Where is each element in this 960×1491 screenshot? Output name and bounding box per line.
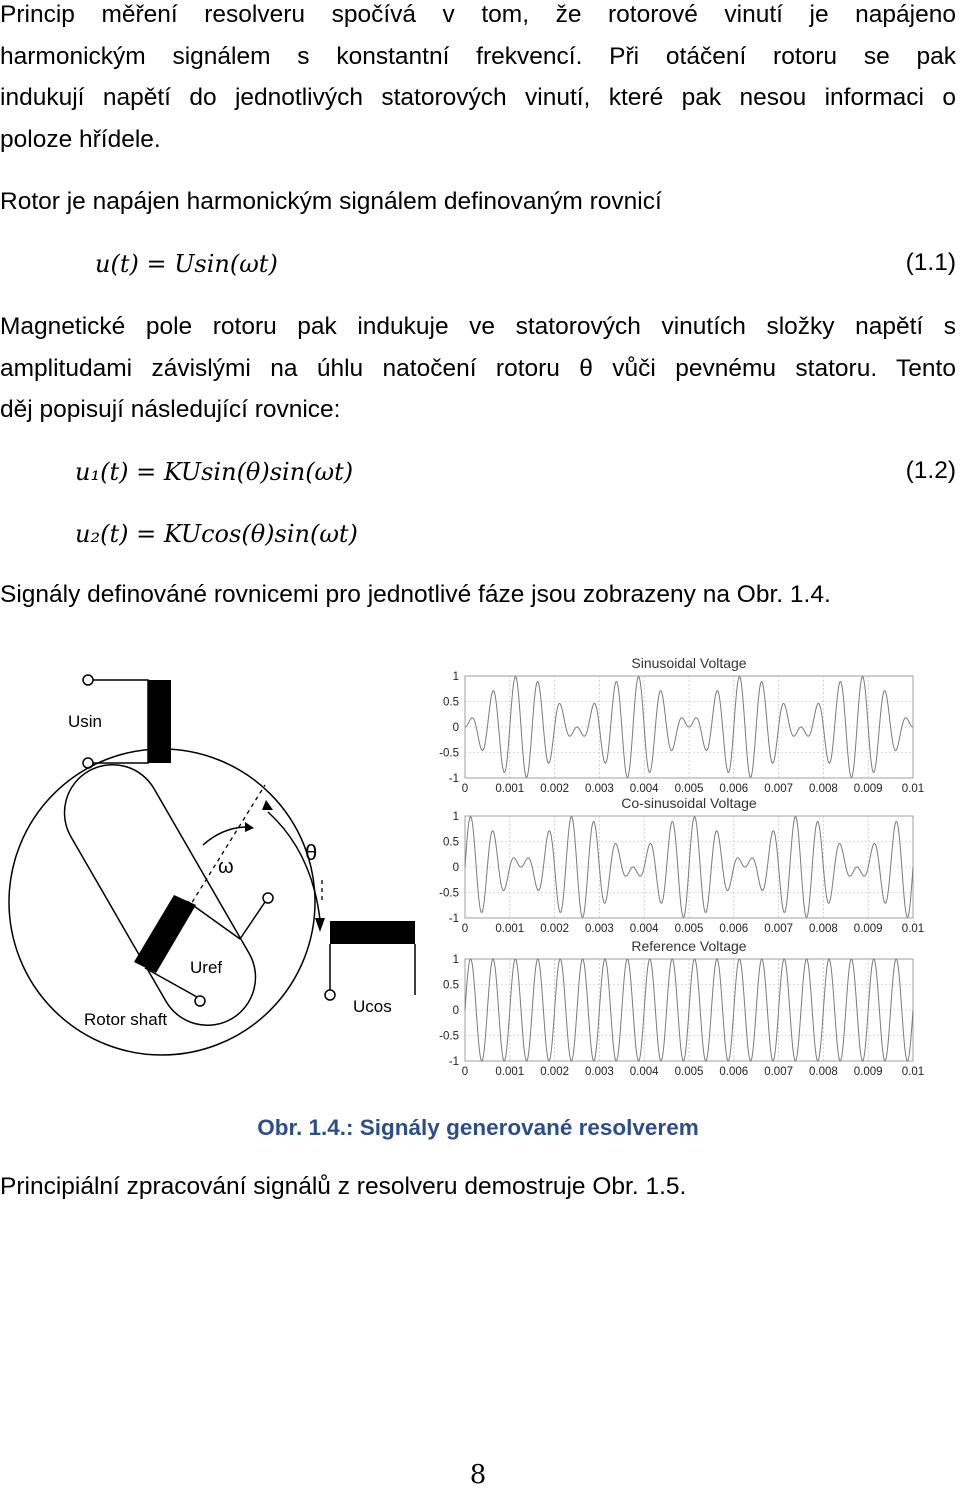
x-tick-label: 0.003 [585,1066,614,1078]
x-tick-label: 0.001 [495,1066,525,1078]
text-line: harmonickým signálem s konstantní frekvencí. Při otáčení rotoru se pak [0,42,956,70]
y-tick-label: 0.5 [443,836,459,849]
paragraph-processing [0,1166,956,1208]
signal-charts [420,648,940,1078]
x-tick-label: 0.008 [809,783,838,795]
y-tick-label: 0 [452,862,459,874]
y-tick-label: -1 [448,1056,459,1068]
y-tick-label: 1 [452,671,459,683]
x-tick-label: 0.004 [629,1066,659,1078]
x-tick-label: 0.009 [853,923,883,935]
text-line: amplitudami závislými na úhlu natočení rotoru θ vůči pevnému statoru. Tento [0,354,956,382]
text-line: Rotor je napájen harmonickým signálem definovaným rovnicí [0,188,662,215]
x-tick-label: 0.002 [540,1066,569,1078]
x-tick-label: 0.004 [629,923,659,935]
text-line: Magnetické pole rotoru pak indukuje ve statorových vinutích složky napětí s [0,313,956,340]
x-tick-label: 0.005 [674,1066,704,1078]
x-tick-label: 0 [461,1066,469,1078]
omega-arrow [203,827,245,845]
chart-title: Co-sinusoidal Voltage [621,795,757,811]
x-tick-label: 0.01 [901,783,925,795]
label-usin: Usin [68,712,103,731]
label-omega: ω [218,856,234,878]
x-tick-label: 0.006 [719,783,749,795]
equation-number: (1.1) [905,249,956,276]
x-tick-label: 0.01 [901,923,925,935]
x-tick-label: 0.009 [853,1066,883,1078]
y-tick-label: 1 [452,811,459,823]
chart-title: Reference Voltage [631,938,747,954]
x-tick-label: 0.004 [629,783,659,795]
y-tick-label: 0.5 [443,979,459,992]
label-theta: θ [305,840,318,865]
x-tick-label: 0.005 [674,783,704,795]
x-tick-label: 0.003 [585,783,614,795]
page-number: 8 [469,1460,487,1490]
x-tick-label: 0.006 [719,923,749,935]
paragraph-magnetic [0,306,956,431]
x-tick-label: 0.001 [495,783,525,795]
y-tick-label: -0.5 [439,1030,459,1043]
x-tick-label: 0.005 [674,923,704,935]
resolver-diagram [0,650,430,1080]
text-line: děj popisují následující rovnice: [0,396,341,423]
label-ucos: Ucos [353,997,392,1016]
x-tick-label: 0 [461,783,469,795]
stator-winding-cos [325,921,415,1000]
x-tick-label: 0.002 [540,923,569,935]
y-tick-label: 0 [452,1005,459,1017]
paragraph-signals [0,574,956,616]
x-tick-label: 0.008 [809,1066,838,1078]
chart-title: Sinusoidal Voltage [631,655,747,671]
x-tick-label: 0 [461,923,469,935]
x-tick-label: 0.006 [719,1066,749,1078]
equation-1-1: u(t) = Usin(ωt) [95,250,278,278]
figure-caption: Obr. 1.4.: Signály generované resolverem [257,1115,699,1140]
label-rotor-shaft: Rotor shaft [84,1010,168,1029]
equation-1-2-u2: u₂(t) = KUcos(θ)sin(ωt) [75,520,358,548]
charts-svg [420,648,940,1078]
y-tick-label: 1 [452,954,459,966]
label-uref: Uref [190,958,223,977]
x-tick-label: 0.009 [853,783,883,795]
equation-1-2-u1: u₁(t) = KUsin(θ)sin(ωt) [75,458,354,486]
y-tick-label: -0.5 [439,887,459,900]
rotor-winding [134,893,273,1006]
y-tick-label: -0.5 [439,747,459,760]
x-tick-label: 0.001 [495,923,525,935]
theta-arrow [268,812,320,920]
y-tick-label: 0.5 [443,696,459,709]
x-tick-label: 0.007 [764,1066,793,1078]
text-line: Princip měření resolveru spočívá v tom, že rotorové vinutí je napájeno [0,1,956,28]
y-tick-label: -1 [448,773,459,785]
y-tick-label: -1 [448,913,459,925]
x-tick-label: 0.007 [764,923,793,935]
x-tick-label: 0.008 [809,923,838,935]
x-tick-label: 0.003 [585,923,614,935]
x-tick-label: 0.007 [764,783,793,795]
paragraph-rotor [0,181,956,223]
text-line: poloze hřídele. [0,125,161,153]
text-line: indukují napětí do jednotlivých statorových vinutí, které pak nesou informaci o [0,84,956,111]
y-tick-label: 0 [452,722,459,734]
x-tick-label: 0.01 [901,1066,925,1078]
text-line: Signály definováné rovnicemi pro jednotlivé fáze jsou zobrazeny na Obr. 1.4. [0,581,831,608]
text-line: Principiální zpracování signálů z resolveru demostruje Obr. 1.5. [0,1173,687,1200]
paragraph-intro [0,0,956,160]
x-tick-label: 0.002 [540,783,569,795]
equation-number: (1.2) [905,457,956,484]
rotor-outline [47,747,273,1043]
